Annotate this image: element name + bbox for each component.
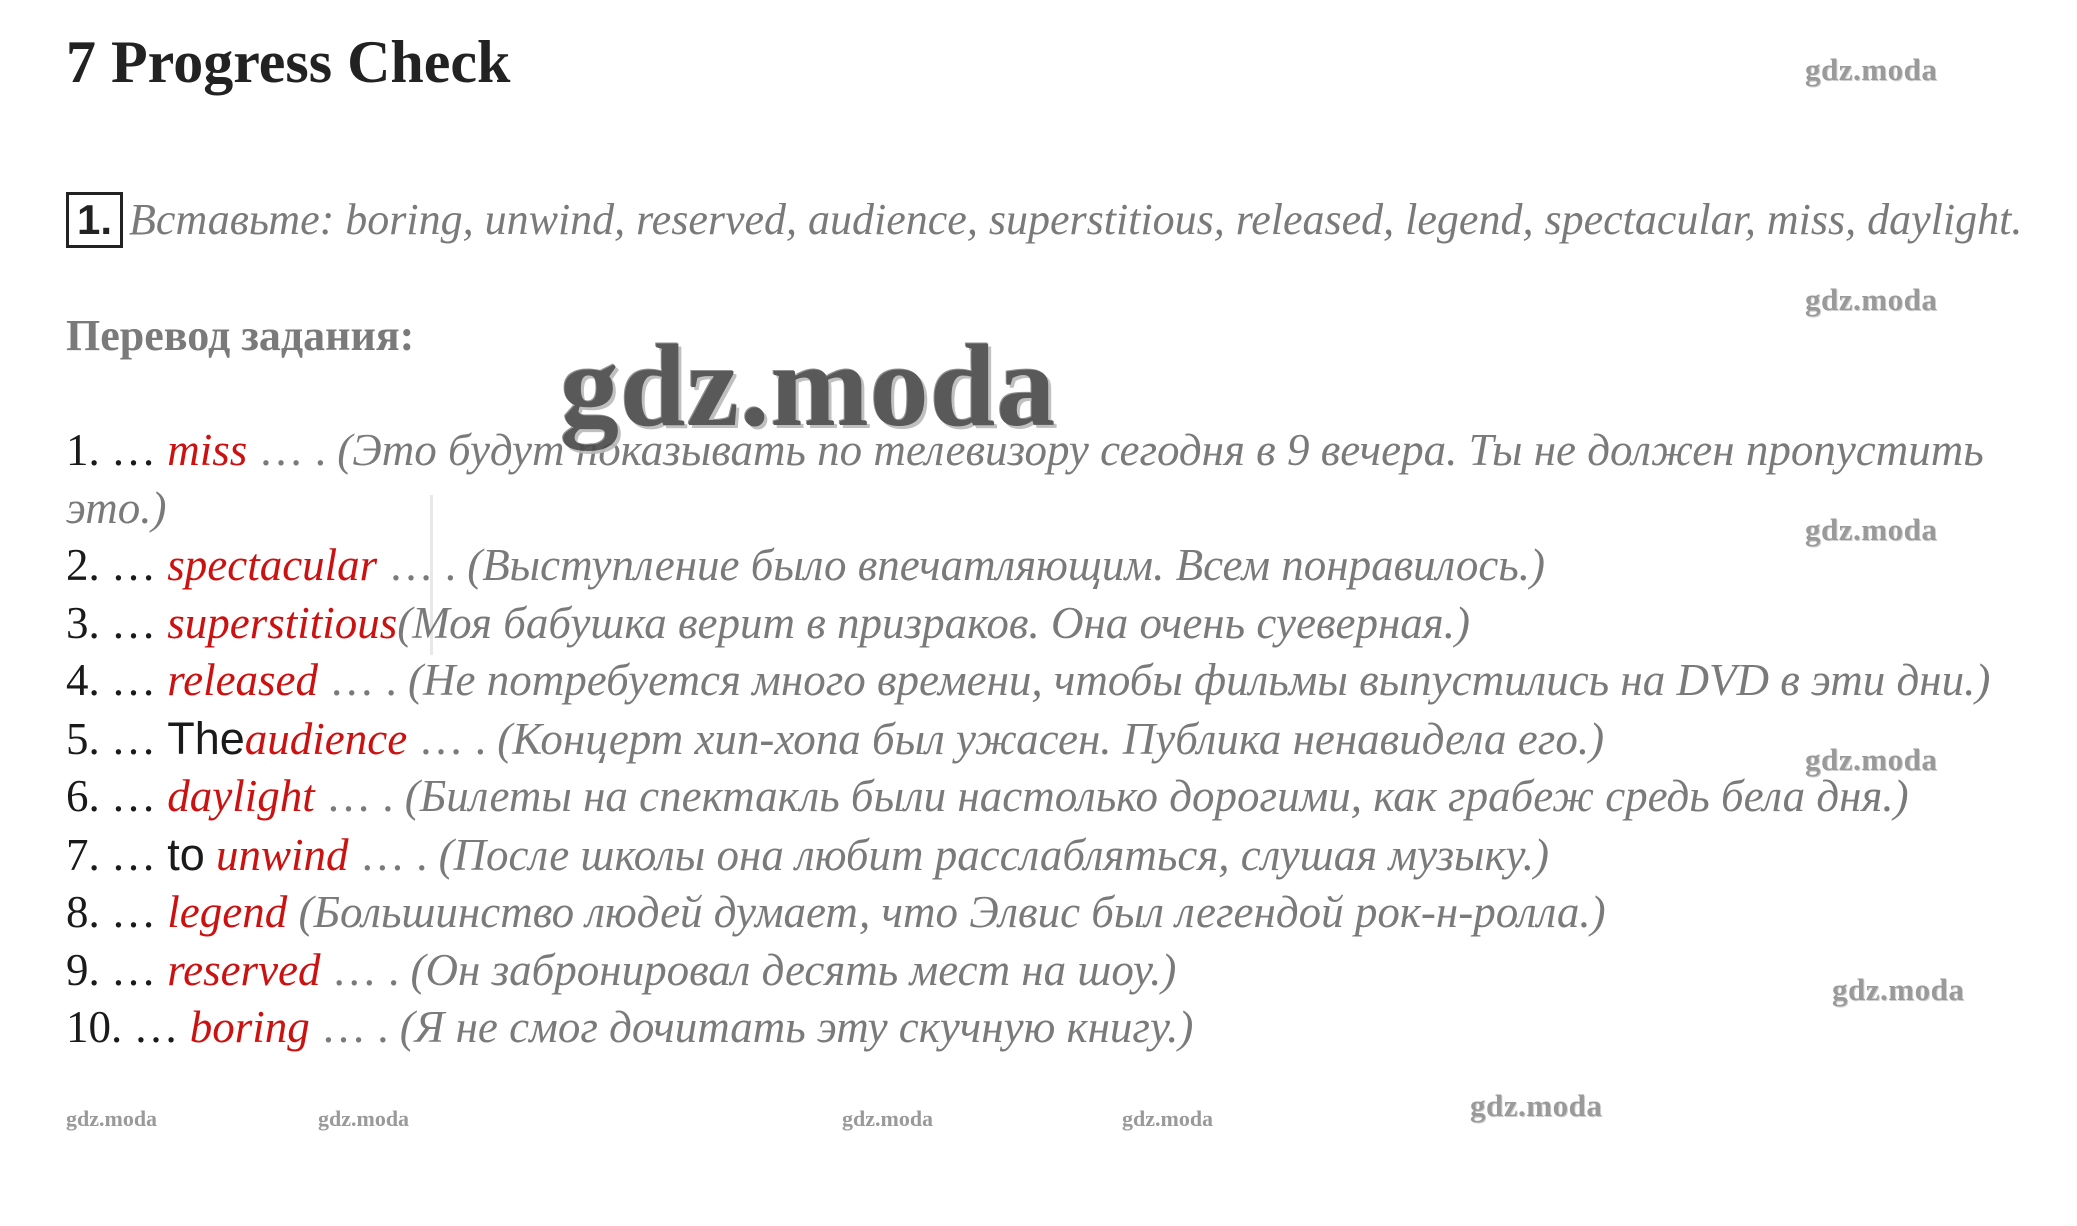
- watermark: gdz.moda: [842, 1106, 934, 1131]
- answer-translation: (Выступление было впечатляющим. Всем понравилось.): [467, 540, 1546, 590]
- answer-item: [66, 999, 2036, 1057]
- answer-number: 7. …: [66, 829, 156, 880]
- answer-item: [66, 884, 2036, 942]
- watermark: gdz.moda: [1805, 52, 1938, 87]
- answer-dots: … .: [359, 829, 428, 880]
- task-text: Вставьте: boring, unwind, reserved, audience, superstitious, released, legend, spectacular, miss, daylight.: [129, 195, 2023, 244]
- answer-word: daylight: [167, 771, 315, 821]
- watermark-large: gdz.moda: [560, 320, 1057, 451]
- answer-word: audience: [244, 713, 408, 764]
- answer-word: released: [167, 655, 319, 705]
- watermark: gdz.moda: [1805, 512, 1938, 547]
- answer-word: superstitious: [167, 597, 398, 648]
- watermark: gdz.moda: [1832, 972, 1965, 1007]
- answer-translation: (После школы она любит расслабляться, слушая музыку.): [438, 829, 1549, 880]
- answer-dots: … .: [331, 944, 400, 995]
- watermark: gdz.moda: [1470, 1088, 1603, 1123]
- answer-translation: (Я не смог дочитать эту скучную книгу.): [399, 1002, 1194, 1052]
- answer-word: boring: [189, 1002, 310, 1052]
- answer-number: 2. …: [66, 540, 156, 590]
- answer-number: 8. …: [66, 887, 156, 937]
- answer-item: [66, 537, 2036, 595]
- answer-list: [66, 422, 2036, 1057]
- task-instruction: [66, 190, 2026, 250]
- answer-item: [66, 652, 2036, 710]
- answer-translation: (Это будут показывать по телевизору сегодня в 9 вечера. Ты не должен пропустить это.): [66, 425, 1984, 533]
- answer-number: 5. …: [66, 713, 156, 764]
- answer-number: 1. …: [66, 425, 156, 475]
- answer-dots: … .: [258, 425, 327, 475]
- answer-item: [66, 768, 2036, 826]
- answer-word: legend: [167, 887, 288, 937]
- answer-translation: (Билеты на спектакль были настолько дорогими, как грабеж средь бела дня.): [404, 771, 1909, 821]
- answer-word: spectacular: [167, 540, 378, 590]
- answer-item: [66, 710, 2036, 769]
- answer-translation: (Моя бабушка верит в призраков. Она очень суеверная.): [397, 597, 1470, 648]
- answer-item: [66, 595, 2036, 653]
- answer-item: [66, 826, 2036, 885]
- answer-number: 6. …: [66, 771, 156, 821]
- watermark: gdz.moda: [1805, 282, 1938, 317]
- answer-word: reserved: [167, 944, 321, 995]
- answer-number: 10. …: [66, 1002, 179, 1052]
- answer-number: 9. …: [66, 944, 156, 995]
- task-number: 1.: [66, 192, 123, 248]
- answer-number: 4. …: [66, 655, 156, 705]
- answer-dots: … .: [388, 540, 456, 590]
- watermark: gdz.moda: [1805, 742, 1938, 777]
- answer-dots: … .: [325, 771, 394, 821]
- answer-prefix: The: [167, 712, 245, 764]
- answer-dots: … .: [321, 1002, 389, 1052]
- answer-item: [66, 942, 2036, 1000]
- answer-dots: … .: [329, 655, 397, 705]
- answer-translation: (Концерт хип-хопа был ужасен. Публика ненавидела его.): [497, 713, 1605, 764]
- answer-word: miss: [167, 425, 248, 475]
- page-title: 7 Progress Check: [66, 29, 511, 95]
- answer-translation: (Большинство людей думает, что Элвис был легендой рок-н-ролла.): [298, 887, 1606, 937]
- watermark: gdz.moda: [318, 1106, 410, 1131]
- watermark: gdz.moda: [66, 1106, 158, 1131]
- answer-number: 3. …: [66, 597, 156, 648]
- task-translation-label: Перевод задания:: [66, 311, 415, 360]
- answer-word: unwind: [216, 829, 349, 880]
- watermark: gdz.moda: [1122, 1106, 1214, 1131]
- answer-dots: … .: [418, 713, 486, 764]
- answer-translation: (Не потребуется много времени, чтобы фильмы выпустились на DVD в эти дни.): [408, 655, 1991, 705]
- answer-translation: (Он забронировал десять мест на шоу.): [410, 944, 1177, 995]
- answer-prefix: to: [167, 828, 205, 880]
